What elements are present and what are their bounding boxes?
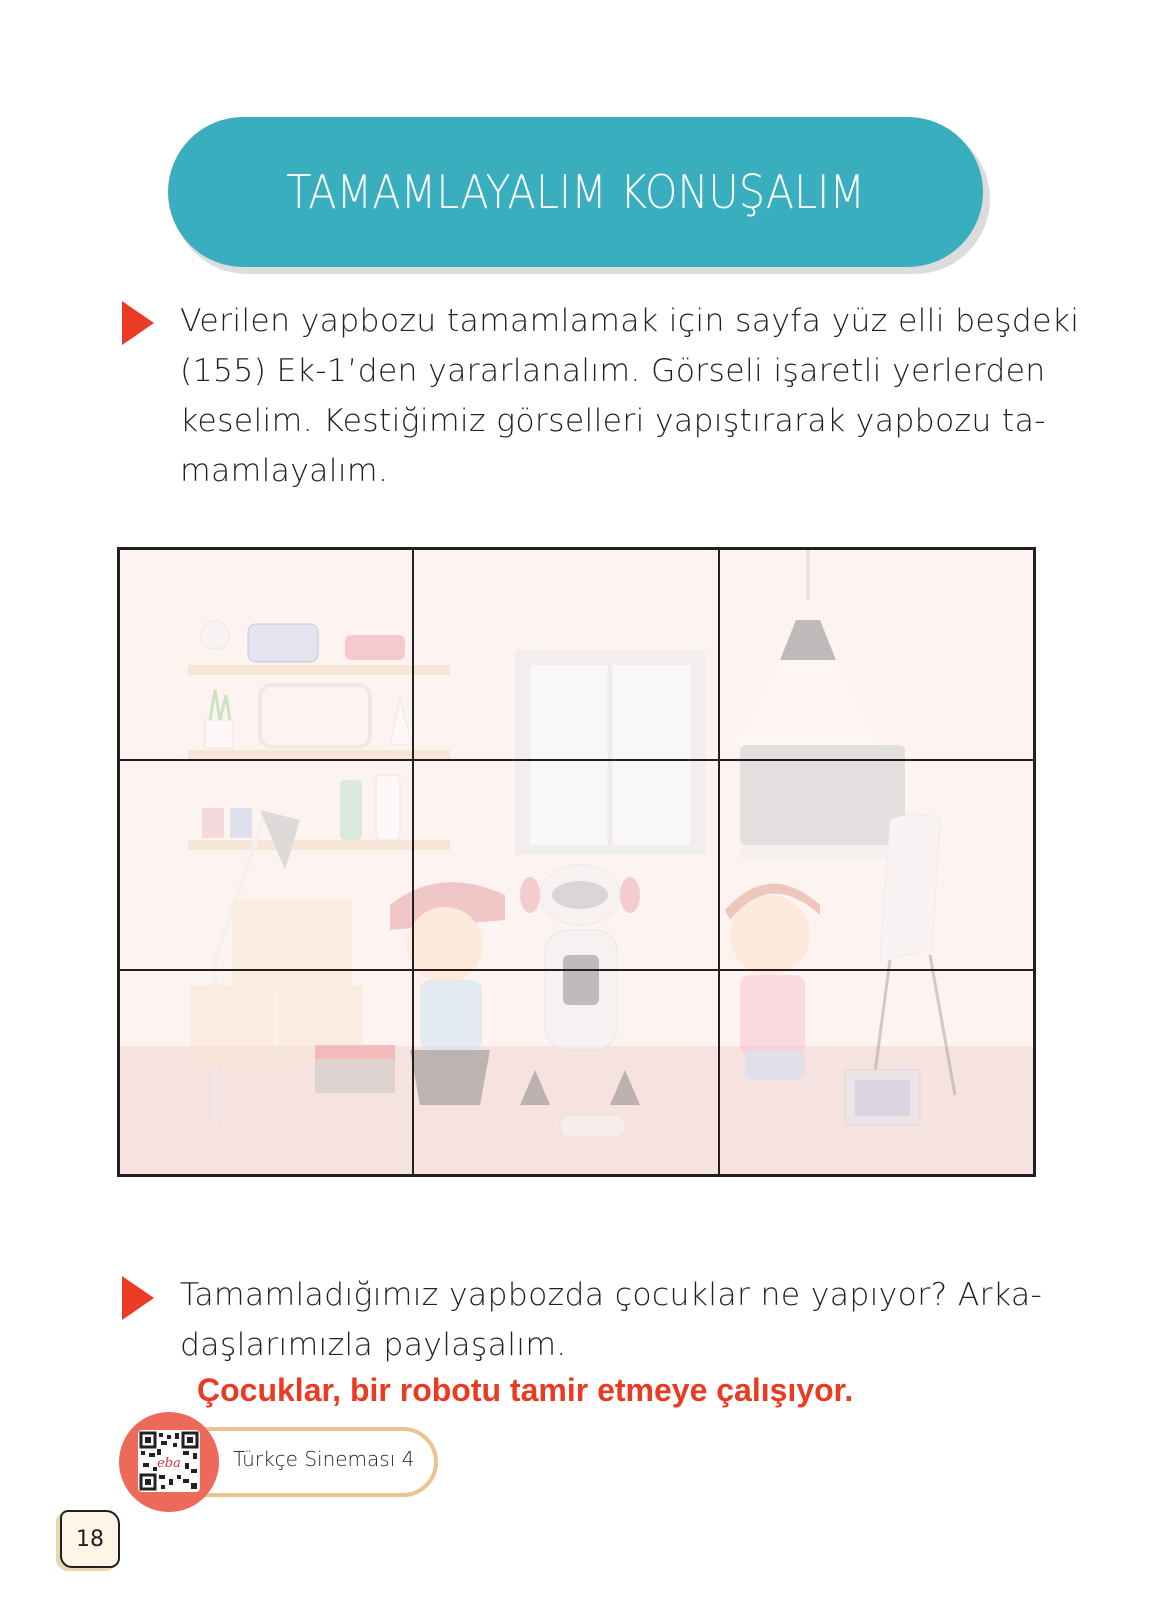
answer-text: Çocuklar, bir robotu tamir etmeye çalışıyor. <box>197 1372 854 1408</box>
instruction-paragraph-2 <box>180 1270 1042 1370</box>
triangle-bullet-icon <box>122 1276 154 1320</box>
puzzle-divider <box>412 550 414 1174</box>
puzzle-divider <box>120 759 1033 761</box>
page-number: 18 <box>76 1526 104 1552</box>
section-banner <box>168 117 983 267</box>
section-title: TAMAMLAYALIM KONUŞALIM <box>286 165 865 219</box>
puzzle-divider <box>120 969 1033 971</box>
instruction-line: daşlarımızla paylaşalım. <box>180 1327 567 1363</box>
instruction-paragraph-1 <box>180 296 1079 496</box>
page-number-badge <box>60 1510 120 1568</box>
room-illustration <box>120 550 1033 1174</box>
instruction-line: mamlayalım. <box>180 453 389 489</box>
instruction-line: Verilen yapbozu tamamlamak için sayfa yüz elli beşdeki <box>180 303 1080 339</box>
qr-link-label[interactable]: Türkçe Sineması 4 <box>233 1447 415 1471</box>
puzzle-divider <box>718 550 720 1174</box>
instruction-line: (155) Ek-1’den yararlanalım. Görseli işaretli yerlerden <box>180 353 1046 389</box>
puzzle-grid <box>117 547 1036 1177</box>
triangle-bullet-icon <box>122 301 154 345</box>
instruction-line: Tamamladığımız yapbozda çocuklar ne yapıyor? Arka- <box>180 1277 1043 1313</box>
instruction-line: keselim. Kestiğimiz görselleri yapıştırarak yapbozu ta- <box>180 403 1046 439</box>
svg-text:eba: eba <box>157 1456 181 1471</box>
qr-code-icon[interactable] <box>138 1430 200 1492</box>
